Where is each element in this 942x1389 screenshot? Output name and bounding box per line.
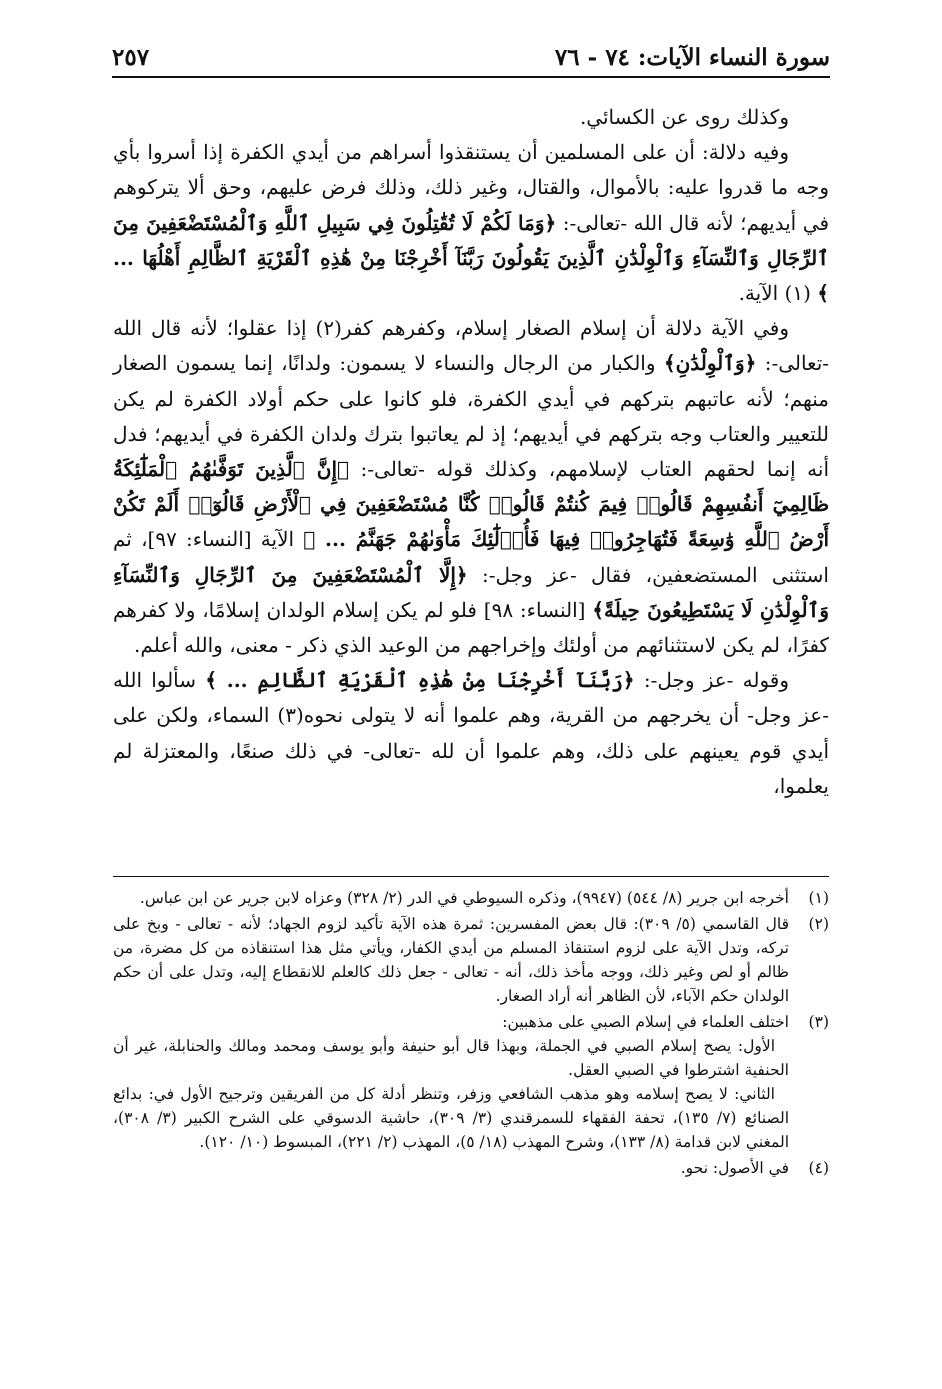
paragraph-2 bbox=[113, 135, 829, 311]
footnote-number: (٣) bbox=[808, 1013, 829, 1031]
footnote-number: (٢) bbox=[808, 915, 829, 933]
footnotes bbox=[113, 886, 829, 1182]
footnote bbox=[113, 912, 829, 1008]
paragraph-text: وفي الآية دلالة أن إسلام الصغار إسلام، وكفرهم كفر(٢) إذا عقلوا؛ لأنه قال الله -تعالى-: bbox=[113, 316, 830, 376]
footnote-body bbox=[113, 1010, 789, 1154]
footnote bbox=[113, 1156, 829, 1180]
footnote-separator bbox=[113, 876, 829, 877]
footnote-number: (٤) bbox=[808, 1159, 829, 1177]
paragraph-text: الآية [النساء: ٩٧]، ثم استثنى المستضعفين، فقال -عز وجل-: bbox=[113, 527, 829, 587]
paragraph-text: وكذلك روى عن الكسائي. bbox=[579, 105, 789, 129]
footnote-text: قال القاسمي (٥/ ٣٠٩): قال بعض المفسرين: ثمرة هذه الآية تأكيد لزوم الجهاد؛ لأنه - تعالى - وبخ على تركه، وتدل الآية على لزوم استنقاذ المسلم من أيدي الكفار، ويأتي مثل هذا استنقاذه من كل مضرة، من ظالم أو لص وغير ذلك، ووجه مأخذ ذلك، أنه - تعالى - جعل ذلك كالعلم للانقطاع إليه، وتدل على أن حكم الولدان حكم الآباء، لأن الظاهر أنه أراد الصغار. bbox=[113, 915, 789, 1005]
footnote-opinion-second: الثاني: لا يصح إسلامه وهو مذهب الشافعي وزفر، وتنظر أدلة كل من الفريقين وترجيح الأول في: بدائع الصنائع (٧/ ١٣٥)، تحفة الفقهاء للسمرقندي (٣/ ٣٠٩)، حاشية الدسوقي على الشرح الكبير (٣/ ٣٠٨)، المغني لابن قدامة (٨/ ١٣٣)، وشرح المهذب (١٨/ ٥)، المهذب (٢/ ٢٢١)، المبسوط (١٠/ ١٢٠). bbox=[113, 1085, 789, 1151]
running-title: سورة النساء الآيات: ٧٤ - ٧٦ bbox=[554, 44, 830, 71]
footnote bbox=[113, 886, 829, 910]
paragraph-4 bbox=[113, 663, 829, 804]
paragraph-1 bbox=[113, 100, 829, 135]
footnote bbox=[113, 1010, 829, 1154]
paragraph-3 bbox=[113, 311, 829, 663]
quran-verse: ﴿وَمَا لَكُمْ لَا تُقَٰتِلُونَ فِي سَبِيلِ ٱللَّهِ وَٱلْمُسْتَضْعَفِينَ مِنَ ٱلرِّجَالِ وَٱلنِّسَآءِ وَٱلْوِلْدَٰنِ ٱلَّذِينَ يَقُولُونَ رَبَّنَآ أَخْرِجْنَا مِنْ هَٰذِهِ ٱلْقَرْيَةِ ٱلظَّالِمِ أَهْلُهَا ... ﴾ bbox=[113, 210, 829, 306]
paragraph-text: وقوله -عز وجل-: bbox=[643, 668, 789, 693]
quran-verse: ﴿رَبَّنَآ أَخْرِجْنَا مِنْ هَٰذِهِ ٱلْقَرْيَةِ ٱلظَّالِمِ ... ﴾ bbox=[205, 668, 635, 693]
footnote-number: (١) bbox=[808, 889, 829, 907]
footnote-text: في الأصول: نحو. bbox=[680, 1159, 789, 1177]
paragraph-text: (١) الآية. bbox=[738, 281, 811, 306]
quran-verse: ﴿إِلَّا ٱلْمُسْتَضْعَفِينَ مِنَ ٱلرِّجَالِ وَٱلنِّسَآءِ وَٱلْوِلْدَٰنِ لَا يَسْتَطِيعُونَ حِيلَةً﴾ bbox=[113, 562, 829, 622]
page-number: ٢٥٧ bbox=[112, 44, 150, 71]
page-header bbox=[112, 40, 830, 78]
paragraph-text: وفيه دلالة: أن على المسلمين أن يستنقذوا أسراهم من أيدي الكفرة إذا أسروا بأي وجه ما قدروا عليه: بالأموال، والقتال، وغير ذلك، وذلك فرض عليهم، وحق ألا يتركوهم في أيديهم؛ لأنه قال الله -تعالى-: bbox=[113, 140, 830, 235]
main-text bbox=[113, 100, 829, 804]
quran-verse: ﴿وَٱلْوِلْدَٰنِ﴾ bbox=[663, 351, 757, 376]
quran-verse: ﴿إِنَّ ٱلَّذِينَ تَوَفَّىٰهُمُ ٱلْمَلَٰٓئِكَةُ ظَالِمِيٓ أَنفُسِهِمْ قَالُوا۟ فِيمَ كُنتُمْ قَالُوا۟ كُنَّا مُسْتَضْعَفِينَ فِي ٱلْأَرْضِ قَالُوٓا۟ أَلَمْ تَكُنْ أَرْضُ ٱللَّهِ وَٰسِعَةً فَتُهَاجِرُوا۟ فِيهَا فَأُو۟لَٰٓئِكَ مَأْوَىٰهُمْ جَهَنَّمُ ... ﴾ bbox=[113, 457, 829, 552]
paragraph-text: [النساء: ٩٨] فلو لم يكن إسلام الولدان إسلامًا، ولا كفرهم كفرًا، لم يكن لاستثنائهم من أولئك وإخراجهم من الوعيد الذي ذكر - معنى، والله أعلم. bbox=[113, 597, 829, 658]
paragraph-text: والكبار من الرجال والنساء لا يسمون: ولدانًا، إنما يسمون الصغار منهم؛ لأنه عاتبهم بتركهم في أيدي الكفرة، فلو كانوا على حكم أولاد الكفرة لم يكن للتعيير والعتاب وجه بتركهم في أيديهم؛ إذ لم يعاتبوا بترك ولدان الكفرة في أيديهم؛ فدل أنه إنما لحقهم العتاب لإسلامهم، وكذلك قوله -تعالى-: bbox=[113, 351, 830, 482]
paragraph-text: سألوا الله -عز وجل- أن يخرجهم من القرية، وهم علموا أنه لا يتولى نحوه(٣) السماء، ولكن على أيدي قوم يعينهم على ذلك، وهم علموا أن لله -تعالى- في ذلك صنعًا، والمعتزلة لم يعلموا، bbox=[113, 668, 829, 798]
footnote-text: أخرجه ابن جرير (٨/ ٥٤٤) (٩٩٤٧)، وذكره السيوطي في الدر (٢/ ٣٢٨) وعزاه لابن جرير عن ابن عباس. bbox=[139, 889, 789, 907]
footnote-opinion-first: الأول: يصح إسلام الصبي في الجملة، وبهذا قال أبو حنيفة وأبو يوسف ومحمد ومالك والحنابلة، غير أن الحنفية اشترطوا في الصبي العقل. bbox=[113, 1037, 789, 1079]
footnote-intro: اختلف العلماء في إسلام الصبي على مذهبين: bbox=[502, 1013, 789, 1031]
